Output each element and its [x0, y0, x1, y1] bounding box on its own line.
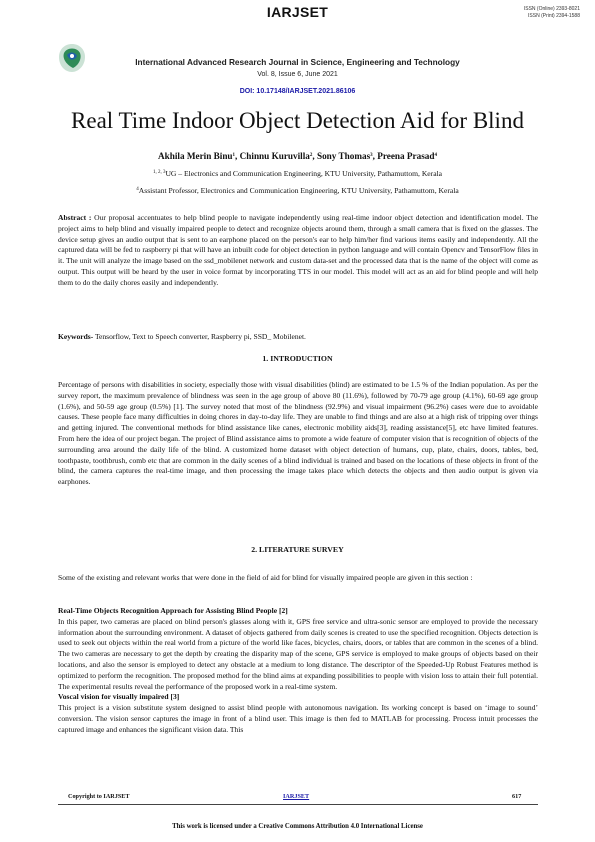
affiliation-1-sup: 1, 2, 3 — [152, 170, 166, 175]
affiliation-2-text: Assistant Professor, Electronics and Communication Engineering, KTU University, Pathamuttom, Kerala — [138, 186, 459, 195]
footer-copyright: Copyright to IARJSET — [68, 793, 130, 800]
page-number: 617 — [512, 793, 522, 800]
literature-items — [58, 606, 538, 736]
section-heading-literature-survey: 2. LITERATURE SURVEY — [251, 545, 344, 554]
author-name: Preena Prasad — [377, 151, 435, 161]
author-sup: 2 — [309, 153, 313, 158]
work-1-text: In this paper, two cameras are placed on blind person's glasses along with it, GPS free service and ultra-sonic sensor are employed to provide the necessary information about the surrounding environment. A dataset of objects gathered from daily scenes is created to use the specified recognition. Objects detection is used to seek out objects within the real world from a picture of the world like faces, bicycles, chairs, doors, or tables that are common in the scenes of a blind. The two cameras are necessary to get the depth by creating the disparity map of the scene, GPS service is employed to make groups of objects based on their locations, and also the sensor is employed to detect any obstacle at a medium to long distance. The descriptor of the Speeded-Up Robust Features method is optimized to perform the recognition. The proposed method for the blind aims at expanding possibilities to people with vision loss to attain their full potential. The experimental results reveal the performance of the proposed work in a real-time system. — [58, 616, 538, 691]
journal-full-name: International Advanced Research Journal in Science, Engineering and Technology — [135, 57, 460, 67]
abstract-label: Abstract : — [58, 213, 92, 222]
affiliation-1 — [0, 169, 595, 178]
footer-journal-link[interactable]: IARJSET — [283, 793, 310, 800]
author-sup: 1 — [232, 153, 236, 158]
footer-divider — [58, 804, 538, 805]
work-2-title: Voscal vision for visually impaired [3] — [58, 692, 180, 702]
journal-short-name: IARJSET — [266, 4, 329, 20]
paper-title: Real Time Indoor Object Detection Aid for Blind — [71, 108, 524, 133]
keywords-text: Tensorflow, Text to Speech converter, Raspberry pi, SSD_ Mobilenet. — [93, 332, 306, 341]
volume-issue: Vol. 8, Issue 6, June 2021 — [257, 71, 338, 78]
license-notice: This work is licensed under a Creative Commons Attribution 4.0 International License — [172, 823, 423, 830]
author-name: Sony Thomas — [316, 151, 371, 161]
author-name: Akhila Merin Binu — [158, 151, 233, 161]
issn-online: ISSN (Online) 2393-8021 — [523, 6, 580, 12]
doi-link[interactable]: DOI: 10.17148/IARJSET.2021.86106 — [239, 88, 356, 95]
issn-block — [524, 6, 580, 20]
keywords-label: Keywords- — [58, 332, 94, 341]
abstract-paragraph — [58, 213, 538, 289]
keywords-line — [58, 332, 538, 343]
author-sup: 3 — [370, 153, 373, 158]
work-2-text: This project is a vision substitute system designed to assist blind people with autonomous navigation. Its working concept is based on ‘image to sound’ conversion. The vision sensor captures the image in front of a blind user. This image is then fed to MATLAB for processing. Process intuit processes the captured image and enhances the significant vision data. This — [58, 703, 538, 734]
author-sup: 4 — [434, 153, 437, 158]
section-heading-introduction: 1. INTRODUCTION — [262, 354, 333, 363]
work-1-title: Real-Time Objects Recognition Approach for Assisting Blind People [2] — [58, 606, 288, 615]
author-list: Akhila Merin Binu$^1$, Chinnu Kuruvilla$^2$, Sony Thomas$^3$, Preena Prasad$^4$ — [158, 151, 437, 161]
affiliation-2-sup: 4 — [136, 187, 139, 192]
abstract-text: Our proposal accentuates to help blind people to navigate independently using real-time indoor object detection and identification model. The project aims to help blind and visually impaired people to detect and recognize objects around them, through a small camera that is fixed on the glasses. The device setup gives an audio output that is sent to an earphone placed on the person's ear to help him/her find various items easily and independently. All the captured data will be fed to raspberry pi that will have an inbuilt code for object detection in python language and will contain Opencv and TensorFlow files in it. The unit will analyze the image based on the ssd_mobilenet network and custom data-set and the processed data that is the name of the object will come as output. This output will be heard by the user in voice format by incorporating TTS in our model. This model will act as an aid for blind people and will help them to do the daily chores easily and independently. — [58, 213, 539, 287]
affiliation-1-text: UG – Electronics and Communication Engineering, KTU University, Pathamuttom, Kerala — [165, 169, 443, 178]
author-name: Chinnu Kuruvilla — [239, 151, 310, 161]
issn-print: ISSN (Print) 2394-1588 — [528, 13, 580, 19]
affiliation-2 — [0, 186, 595, 195]
introduction-paragraph: Percentage of persons with disabilities in society, especially those with visual disabilities (blind) are estimated to be 1.5 % of the Indian population. As per the survey report, the maximum prevalence of blindness was seen in the age group of above 80 (11.6%), followed by 70-79 age group (4.1%), 60-69 age group (1.6%), and 50-59 age group (0.5%) [1]. The survey noted that most of the blindness (92.9%) and visual impairment (96.2%) cases were due to avoidable causes. These people face many difficulties in doing chores in day-to-day life. They are unable to find things and are also at a high risk of tripping over things and getting injured. The conventional methods for blind assistance like canes, electronic mobility aids[3], reading assistance[5], etc have limited features. From here the idea of our project began. The project of Blind assistance aims to promote a wide feature of computer vision that is recognition of objects of the surrounding area around the daily life of the blind. A customized home dataset with object detection of humans, cup, plate, chairs, doors, tables, bed, toothpaste, toothbrush, comb etc that are common in the daily scenes of a blind individual is trained and based on the locations of these objects in front of the blind, the camera captures the real-time image, and then processing the image takes place which detects the objects and then audio output is given via earphones. — [58, 380, 538, 487]
literature-intro-paragraph: Some of the existing and relevant works that were done in the field of aid for blind for visually impaired people are given in this section : — [58, 573, 473, 582]
